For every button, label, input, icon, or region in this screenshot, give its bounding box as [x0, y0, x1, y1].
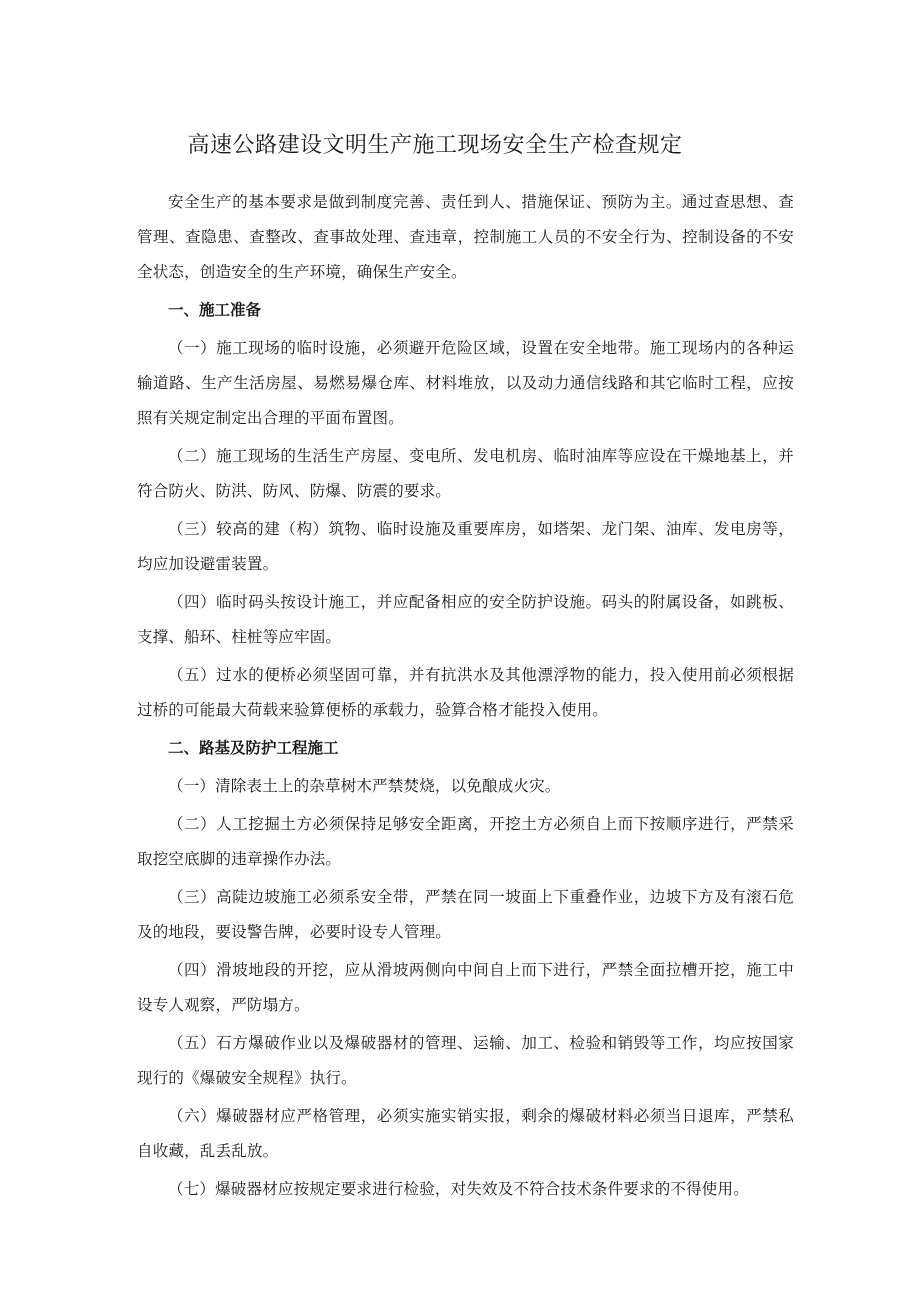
document-body [137, 185, 794, 1207]
paragraph: （四）临时码头按设计施工，并应配备相应的安全防护设施。码头的附属设备，如跳板、支撑、船环、柱桩等应牢固。 [137, 593, 794, 646]
paragraph: （五）石方爆破作业以及爆破器材的管理、运输、加工、检验和销毁等工作，均应按国家现行的《爆破安全规程》执行。 [137, 1034, 794, 1087]
paragraph: （四）滑坡地段的开挖，应从滑坡两侧向中间自上而下进行，严禁全面拉槽开挖，施工中设专人观察，严防塌方。 [137, 961, 794, 1014]
intro-paragraph: 安全生产的基本要求是做到制度完善、责任到人、措施保证、预防为主。通过查思想、查管理、查隐患、查整改、查事故处理、查违章，控制施工人员的不安全行为、控制设备的不安全状态，创造安全的生产环境，确保生产安全。 [137, 193, 794, 281]
paragraph: （五）过水的便桥必须坚固可靠，并有抗洪水及其他漂浮物的能力，投入使用前必须根据过桥的可能最大荷载来验算便桥的承载力，验算合格才能投入使用。 [137, 666, 794, 719]
paragraph: （一）施工现场的临时设施，必须避开危险区域，设置在安全地带。施工现场内的各种运输道路、生产生活房屋、易燃易爆仓库、材料堆放，以及动力通信线路和其它临时工程，应按照有关规定制定出合理的平面布置图。 [137, 339, 794, 427]
paragraph: （二）人工挖掘土方必须保持足够安全距离，开挖土方必须自上而下按顺序进行，严禁采取挖空底脚的违章操作办法。 [137, 815, 794, 868]
section-heading-roadbed: 二、路基及防护工程施工 [168, 739, 339, 757]
paragraph: （六）爆破器材应严格管理，必须实施实销实报，剩余的爆破材料必须当日退库，严禁私自收藏，乱丢乱放。 [137, 1107, 794, 1160]
document-title: 高速公路建设文明生产施工现场安全生产检查规定 [187, 133, 683, 158]
paragraph: （七）爆破器材应按规定要求进行检验，对失效及不符合技术条件要求的不得使用。 [168, 1180, 749, 1198]
paragraph: （一）清除表土上的杂草树木严禁焚烧，以免酿成火灾。 [168, 777, 561, 795]
paragraph: （三）高陡边坡施工必须系安全带，严禁在同一坡面上下重叠作业，边坡下方及有滚石危及的地段，要设警告牌，必要时设专人管理。 [137, 888, 794, 941]
paragraph: （三）较高的建（构）筑物、临时设施及重要库房，如塔架、龙门架、油库、发电房等，均应加设避雷装置。 [137, 520, 794, 573]
paragraph: （二）施工现场的生活生产房屋、变电所、发电机房、临时油库等应设在干燥地基上，并符合防火、防洪、防风、防爆、防震的要求。 [137, 447, 794, 500]
section-heading-preparation: 一、施工准备 [168, 301, 262, 319]
